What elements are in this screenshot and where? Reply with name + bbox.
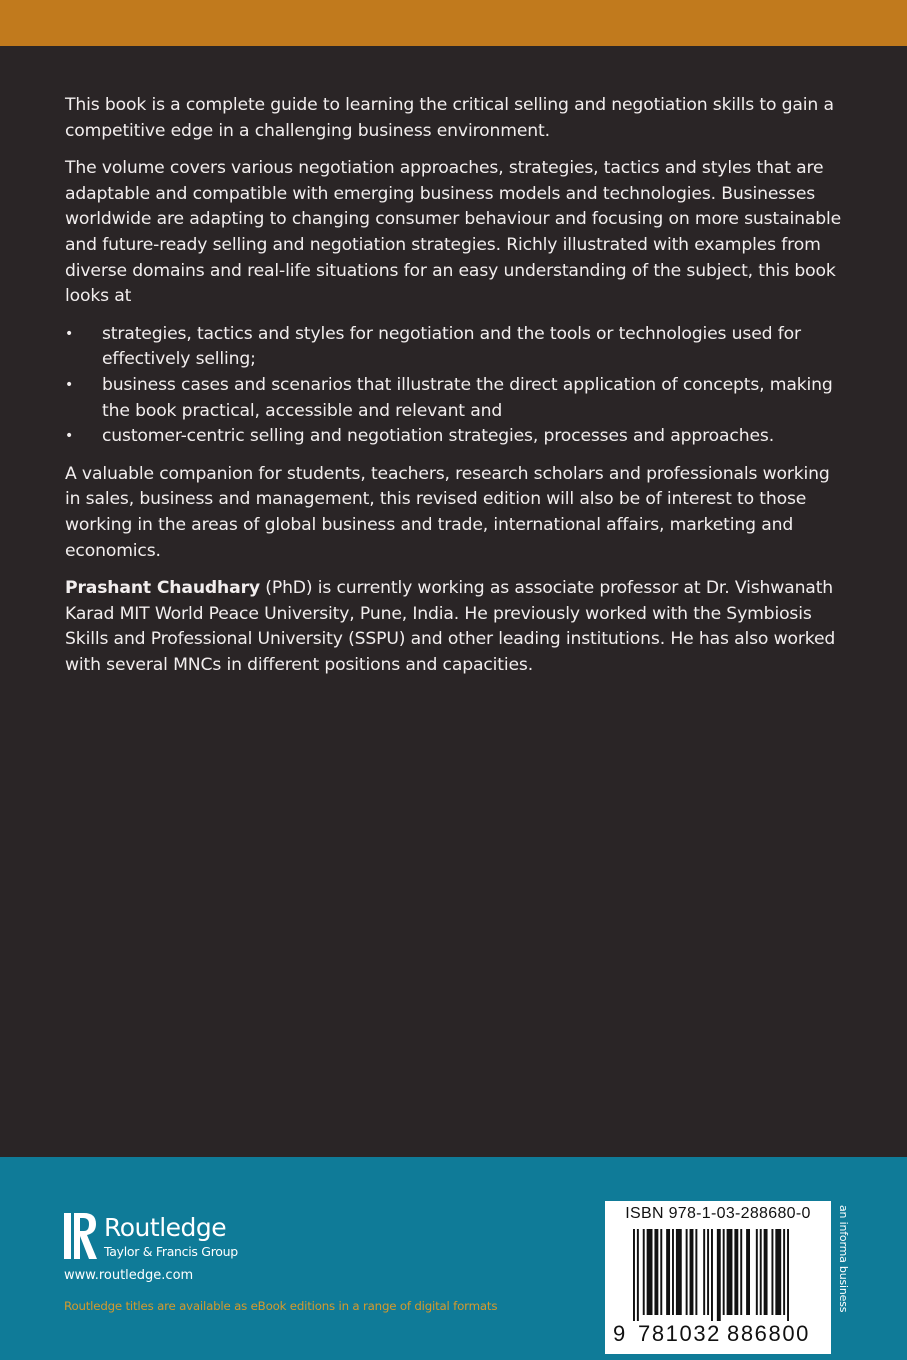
barcode-bar	[672, 1229, 674, 1315]
bullet-icon: •	[65, 325, 74, 342]
ean-first-digit: 9	[613, 1321, 626, 1346]
barcode-bar	[637, 1229, 639, 1321]
author-bio-text: (PhD) is currently working as associate professor at Dr. Vishwanath Karad MIT World Peace University, Pune, India. He previously worked with the Symbiosis Skills and Professional University (SSPU) and other leading institutions. He has also worked with several MNCs in different positions and capacities.	[65, 578, 836, 675]
barcode-bar	[717, 1229, 721, 1321]
barcode-bar	[711, 1229, 713, 1321]
publisher-group: Taylor & Francis Group	[104, 1244, 238, 1259]
list-item: • business cases and scenarios that illustrate the direct application of concepts, making the book practical, accessible and relevant and	[65, 374, 833, 421]
publisher-name: Routledge	[104, 1213, 227, 1242]
routledge-r-icon	[64, 1213, 98, 1259]
barcode-bar	[787, 1229, 789, 1321]
barcode-bar	[740, 1229, 742, 1315]
publisher-band	[0, 1157, 907, 1360]
barcode-bar	[783, 1229, 785, 1315]
ean-right-digits: 886800	[727, 1321, 811, 1346]
topic-list	[65, 322, 850, 450]
barcode-bar	[723, 1229, 725, 1315]
barcode-bar	[695, 1229, 697, 1315]
barcode-bar	[633, 1229, 635, 1321]
bullet-icon: •	[65, 376, 74, 393]
barcode-bar	[643, 1229, 645, 1315]
list-item: • strategies, tactics and styles for negotiation and the tools or technologies used for effectively selling;	[65, 323, 801, 370]
barcode-bar	[676, 1229, 682, 1315]
barcode-bar	[703, 1229, 705, 1315]
barcode-bar	[775, 1229, 781, 1315]
barcode-bar	[727, 1229, 733, 1315]
publisher-website[interactable]: www.routledge.com	[64, 1268, 194, 1283]
intro-paragraph: This book is a complete guide to learning the critical selling and negotiation skills to gain a competitive edge in a challenging business environment.	[65, 95, 834, 141]
barcode-bar	[666, 1229, 670, 1315]
barcode-bar	[746, 1229, 750, 1315]
barcode-bar	[690, 1229, 694, 1315]
audience-paragraph: A valuable companion for students, teachers, research scholars and professionals working in sales, business and management, this revised edition will also be of interest to those working in the areas of global business and trade, international affairs, marketing and economics.	[65, 463, 830, 561]
isbn-barcode	[605, 1201, 831, 1354]
barcode-bar	[734, 1229, 738, 1315]
ebook-note: Routledge titles are available as eBook editions in a range of digital formats	[64, 1299, 498, 1313]
list-item: • customer-centric selling and negotiation strategies, processes and approaches.	[65, 424, 850, 450]
barcode-bar	[647, 1229, 653, 1315]
barcode-bar	[756, 1229, 758, 1315]
isbn-number: ISBN 978-1-03-288680-0	[625, 1205, 811, 1222]
barcode-bar	[764, 1229, 768, 1315]
bullet-icon: •	[65, 428, 74, 445]
barcode-bar	[660, 1229, 662, 1315]
barcode-bar	[686, 1229, 688, 1315]
barcode-bars	[633, 1229, 823, 1321]
barcode-bar	[760, 1229, 762, 1315]
top-color-band	[0, 0, 907, 46]
volume-paragraph: The volume covers various negotiation approaches, strategies, tactics and styles that are adaptable and compatible with emerging business models and technologies. Businesses worldwide are adapting to changing consumer behaviour and focusing on more sustainable and future-ready selling and negotiation strategies. Richly illustrated with examples from diverse domains and real-life situations for an easy understanding of the subject, this book looks at	[65, 158, 842, 307]
barcode-bar	[707, 1229, 709, 1315]
author-name: Prashant Chaudhary	[65, 578, 260, 599]
barcode-bar	[771, 1229, 773, 1315]
ean-left-digits: 781032	[638, 1321, 722, 1346]
author-bio	[65, 576, 850, 678]
barcode-bar	[654, 1229, 658, 1315]
informa-tagline: an informa business	[837, 1205, 850, 1313]
back-cover-text	[65, 93, 850, 690]
